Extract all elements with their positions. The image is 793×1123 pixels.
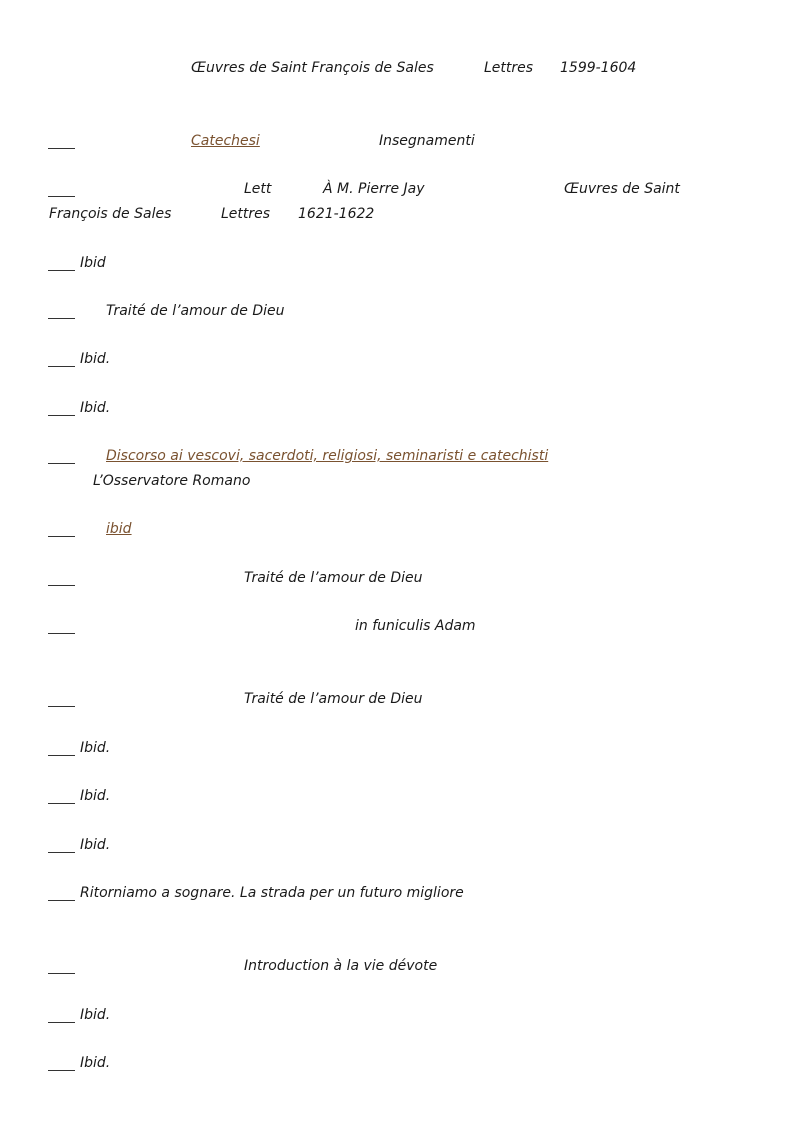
note-11-text: Traité de l’amour de Dieu	[244, 691, 423, 707]
footnote-marker-1	[48, 148, 75, 149]
footnote-marker-14	[48, 852, 75, 853]
note-15-text: Ritorniamo a sognare. La strada per un futuro migliore	[80, 885, 464, 901]
header-work-title: Œuvres de Saint François de Sales	[191, 60, 434, 76]
footnote-marker-13	[48, 803, 75, 804]
footnote-marker-2	[48, 196, 75, 197]
header-years: 1599-1604	[560, 60, 637, 76]
note-2-work-start: Œuvres de Saint	[564, 181, 680, 197]
note-2-section: Lettres	[221, 206, 271, 222]
note-6-text: Ibid.	[80, 400, 111, 416]
footnote-marker-6	[48, 415, 75, 416]
note-7-source: L’Osservatore Romano	[93, 473, 251, 489]
note-13-text: Ibid.	[80, 788, 111, 804]
footnote-marker-7	[48, 463, 75, 464]
note-2-years: 1621-1622	[298, 206, 375, 222]
catechesi-link[interactable]: Catechesi	[191, 133, 260, 149]
note-16-text: Introduction à la vie dévote	[244, 958, 438, 974]
note-2-work-end: François de Sales	[49, 206, 172, 222]
ibid-link[interactable]: ibid	[106, 521, 132, 537]
footnote-marker-3	[48, 270, 75, 271]
footnote-marker-18	[48, 1070, 75, 1071]
footnote-marker-9	[48, 585, 75, 586]
note-4-text: Traité de l’amour de Dieu	[106, 303, 285, 319]
footnote-marker-4	[48, 318, 75, 319]
footnote-marker-15	[48, 900, 75, 901]
discorso-link[interactable]: Discorso ai vescovi, sacerdoti, religiosi, seminaristi e catechisti	[106, 448, 549, 464]
note-2-lett: Lett	[244, 181, 272, 197]
note-3-text: Ibid	[80, 255, 106, 271]
footnote-marker-8	[48, 536, 75, 537]
note-2-recipient: À M. Pierre Jay	[323, 181, 425, 197]
footnote-marker-11	[48, 706, 75, 707]
footnote-marker-10	[48, 633, 75, 634]
footnote-marker-5	[48, 366, 75, 367]
footnote-marker-16	[48, 973, 75, 974]
footnote-marker-17	[48, 1022, 75, 1023]
note-9-text: Traité de l’amour de Dieu	[244, 570, 423, 586]
footnote-marker-12	[48, 755, 75, 756]
note-1-text: Insegnamenti	[379, 133, 475, 149]
note-17-text: Ibid.	[80, 1007, 111, 1023]
note-18-text: Ibid.	[80, 1055, 111, 1071]
note-5-text: Ibid.	[80, 351, 111, 367]
note-12-text: Ibid.	[80, 740, 111, 756]
header-section: Lettres	[484, 60, 534, 76]
note-10-text: in funiculis Adam	[355, 618, 476, 634]
note-14-text: Ibid.	[80, 837, 111, 853]
